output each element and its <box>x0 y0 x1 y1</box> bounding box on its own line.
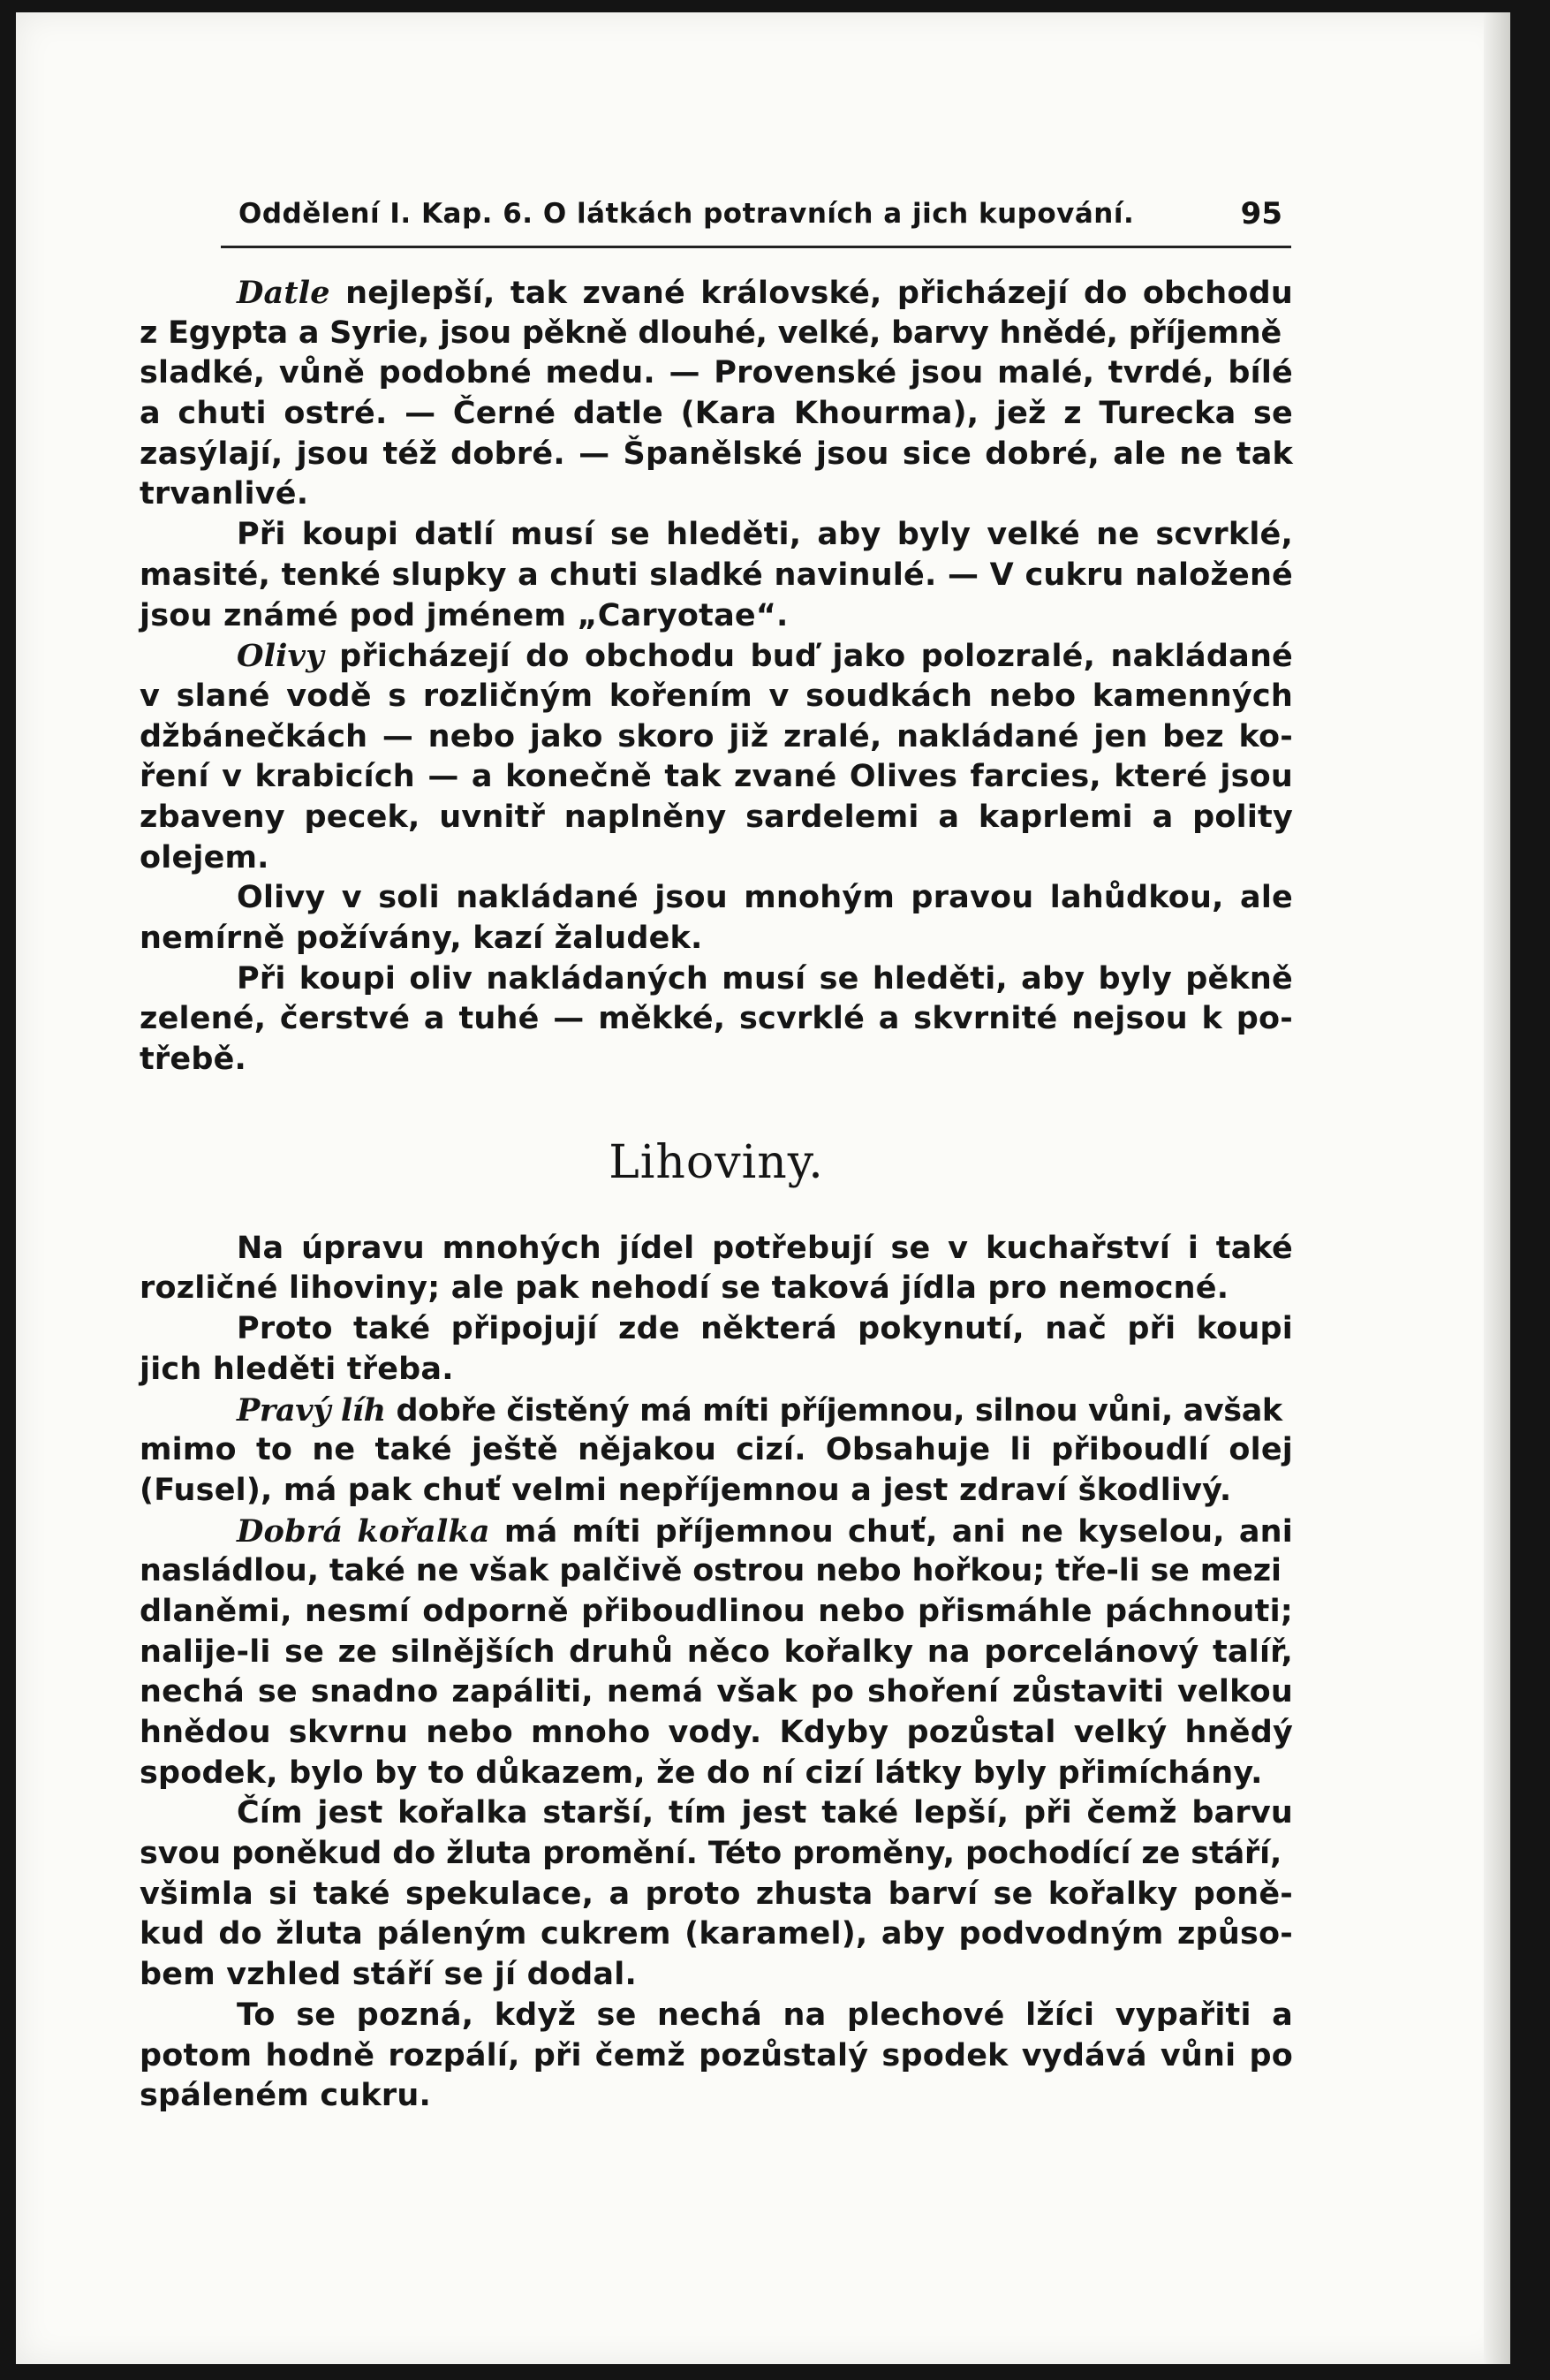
line-text: zasýlají, jsou též dobré. — Španělské jsou sice dobré, ale ne tak <box>140 436 1293 472</box>
page-number: 95 <box>1240 196 1282 231</box>
line-text: všimla si také spekulace, a proto zhusta barví se kořalky poně- <box>140 1876 1293 1912</box>
text-line <box>140 1592 1293 1633</box>
text-line <box>140 919 1293 959</box>
scan-edge <box>1484 12 1510 2364</box>
book-page <box>16 12 1510 2364</box>
text-line <box>140 1471 1293 1512</box>
text-line <box>140 556 1293 596</box>
line-text: spáleném cukru. <box>140 2078 431 2114</box>
line-text: rozličné lihoviny; ale pak nehodí se taková jídla pro nemocné. <box>140 1270 1229 1307</box>
line-text: třebě. <box>140 1042 247 1078</box>
text-line <box>140 1309 1293 1350</box>
text-line <box>140 2036 1293 2077</box>
line-text: nemírně požívány, kazí žaludek. <box>140 921 703 956</box>
line-text: trvanlivé. <box>140 476 309 512</box>
line-text: zbaveny pecek, uvnitř naplněny sardelemi a kaprlemi a polity <box>140 799 1293 835</box>
line-text: mimo to ne také ještě nějakou cizí. Obsahuje li přiboudlí olej <box>140 1432 1293 1468</box>
section-title: Lihoviny. <box>609 1135 824 1189</box>
text-line <box>140 515 1293 556</box>
text-line <box>140 394 1293 435</box>
text-line <box>140 1875 1293 1915</box>
italic-term: Pravý líh <box>237 1391 386 1429</box>
text-line <box>140 314 1293 354</box>
line-text: potom hodně rozpálí, při čemž pozůstalý spodek vydává vůni po <box>140 2037 1293 2073</box>
text-line <box>140 798 1293 838</box>
text-line <box>140 1551 1293 1592</box>
text-line <box>140 1754 1293 1794</box>
line-text: jsou známé pod jménem „Caryotae“. <box>140 597 789 633</box>
text-line <box>140 1672 1293 1713</box>
line-text: dobře čistěný má míti příjemnou, silnou vůni, avšak <box>385 1392 1282 1429</box>
text-line <box>140 1040 1293 1080</box>
line-text: dlaněmi, nesmí odporně přiboudlinou nebo přismáhle páchnouti; <box>140 1593 1293 1629</box>
line-text: jich hleděti třeba. <box>140 1351 454 1387</box>
line-text: Při koupi oliv nakládaných musí se hleděti, aby byly pěkně <box>237 960 1293 997</box>
text-line <box>140 353 1293 394</box>
text-line <box>140 474 1293 515</box>
line-text: zelené, čerstvé a tuhé — měkké, scvrklé a skvrnité nejsou k po- <box>140 1001 1293 1037</box>
line-text: Proto také připojují zde některá pokynutí, nač při koupi <box>237 1311 1293 1347</box>
text-line <box>140 757 1293 798</box>
text-line <box>140 636 1293 677</box>
line-text: a chuti ostré. — Černé datle (Kara Khourma), jež z Turecka se <box>140 396 1293 432</box>
line-text: z Egypta a Syrie, jsou pěkně dlouhé, velké, barvy hnědé, příjemně <box>140 315 1282 351</box>
line-text: nechá se snadno zapáliti, nemá však po shoření zůstaviti velkou <box>140 1674 1293 1710</box>
text-line <box>140 1834 1293 1875</box>
text-line <box>140 1793 1293 1834</box>
text-line <box>140 717 1293 758</box>
line-text: nejlepší, tak zvané královské, přicházejí do obchodu <box>329 276 1293 311</box>
line-text: Při koupi datlí musí se hleděti, aby byly velké ne scvrklé, <box>237 517 1293 553</box>
line-text: má míti příjemnou chuť, ani ne kyselou, ani <box>489 1513 1293 1550</box>
text-line <box>140 1996 1293 2036</box>
italic-term: Olivy <box>237 638 324 675</box>
text-line <box>140 273 1293 314</box>
line-text: sladké, vůně podobné medu. — Provenské jsou malé, tvrdé, bílé <box>140 355 1293 391</box>
text-line <box>140 677 1293 717</box>
line-text: Čím jest kořalka starší, tím jest také lepší, při čemž barvu <box>237 1795 1293 1831</box>
text-line <box>140 1229 1293 1270</box>
line-text: masité, tenké slupky a chuti sladké navinulé. — V cukru naložené <box>140 557 1293 593</box>
text-line <box>140 1269 1293 1309</box>
text-line <box>140 596 1293 637</box>
line-text: hnědou skvrnu nebo mnoho vody. Kdyby pozůstal velký hnědý <box>140 1715 1293 1750</box>
line-text: Olivy v soli nakládané jsou mnohým pravou lahůdkou, ale <box>237 880 1293 916</box>
text-line <box>140 1350 1293 1391</box>
header-title: Oddělení I. Kap. 6. O látkách potravních a jich kupování. <box>238 198 1135 230</box>
line-text: v slané vodě s rozličným kořením v soudkách nebo kamenných <box>140 678 1293 714</box>
text-line <box>140 878 1293 919</box>
text-line <box>140 1955 1293 1996</box>
line-text: nasládlou, také ne však palčivě ostrou nebo hořkou; tře-li se mezi <box>140 1553 1282 1589</box>
text-line <box>140 1391 1293 1431</box>
text-line <box>140 2076 1293 2117</box>
text-line <box>140 1713 1293 1754</box>
running-header <box>221 193 1291 248</box>
line-text: džbánečkách — nebo jako skoro již zralé, nakládané jen bez ko- <box>140 718 1293 754</box>
line-text: To se pozná, když se nechá na plechové lžíci vypařiti a <box>237 1997 1293 2033</box>
line-text: bem vzhled stáří se jí dodal. <box>140 1957 637 1993</box>
line-text: (Fusel), má pak chuť velmi nepříjemnou a jest zdraví škodlivý. <box>140 1472 1232 1508</box>
text-line <box>140 1633 1293 1673</box>
line-text: Na úpravu mnohých jídel potřebují se v kuchařství i také <box>237 1230 1293 1266</box>
line-text: přicházejí do obchodu buď jako polozralé, nakládané <box>323 639 1293 675</box>
line-text: spodek, bylo by to důkazem, že do ní cizí látky byly přimíchány. <box>140 1755 1263 1791</box>
text-line <box>140 838 1293 879</box>
italic-term: Dobrá kořalka <box>237 1512 490 1550</box>
line-text: olejem. <box>140 839 269 875</box>
text-line <box>140 1914 1293 1955</box>
line-text: kud do žluta páleným cukrem (karamel), aby podvodným způso- <box>140 1916 1293 1952</box>
italic-term: Datle <box>237 275 330 311</box>
text-line <box>140 999 1293 1040</box>
line-text: ření v krabicích — a konečně tak zvané Olives farcies, které jsou <box>140 759 1293 795</box>
line-text: svou poněkud do žluta promění. Této proměny, pochodící ze stáří, <box>140 1836 1282 1872</box>
line-text: nalije-li se ze silnějších druhů něco kořalky na porcelánový talíř, <box>140 1633 1293 1670</box>
text-line <box>140 435 1293 475</box>
text-line <box>140 1512 1293 1552</box>
text-line <box>140 1430 1293 1471</box>
text-line <box>140 959 1293 1000</box>
body-text <box>140 273 1293 2117</box>
